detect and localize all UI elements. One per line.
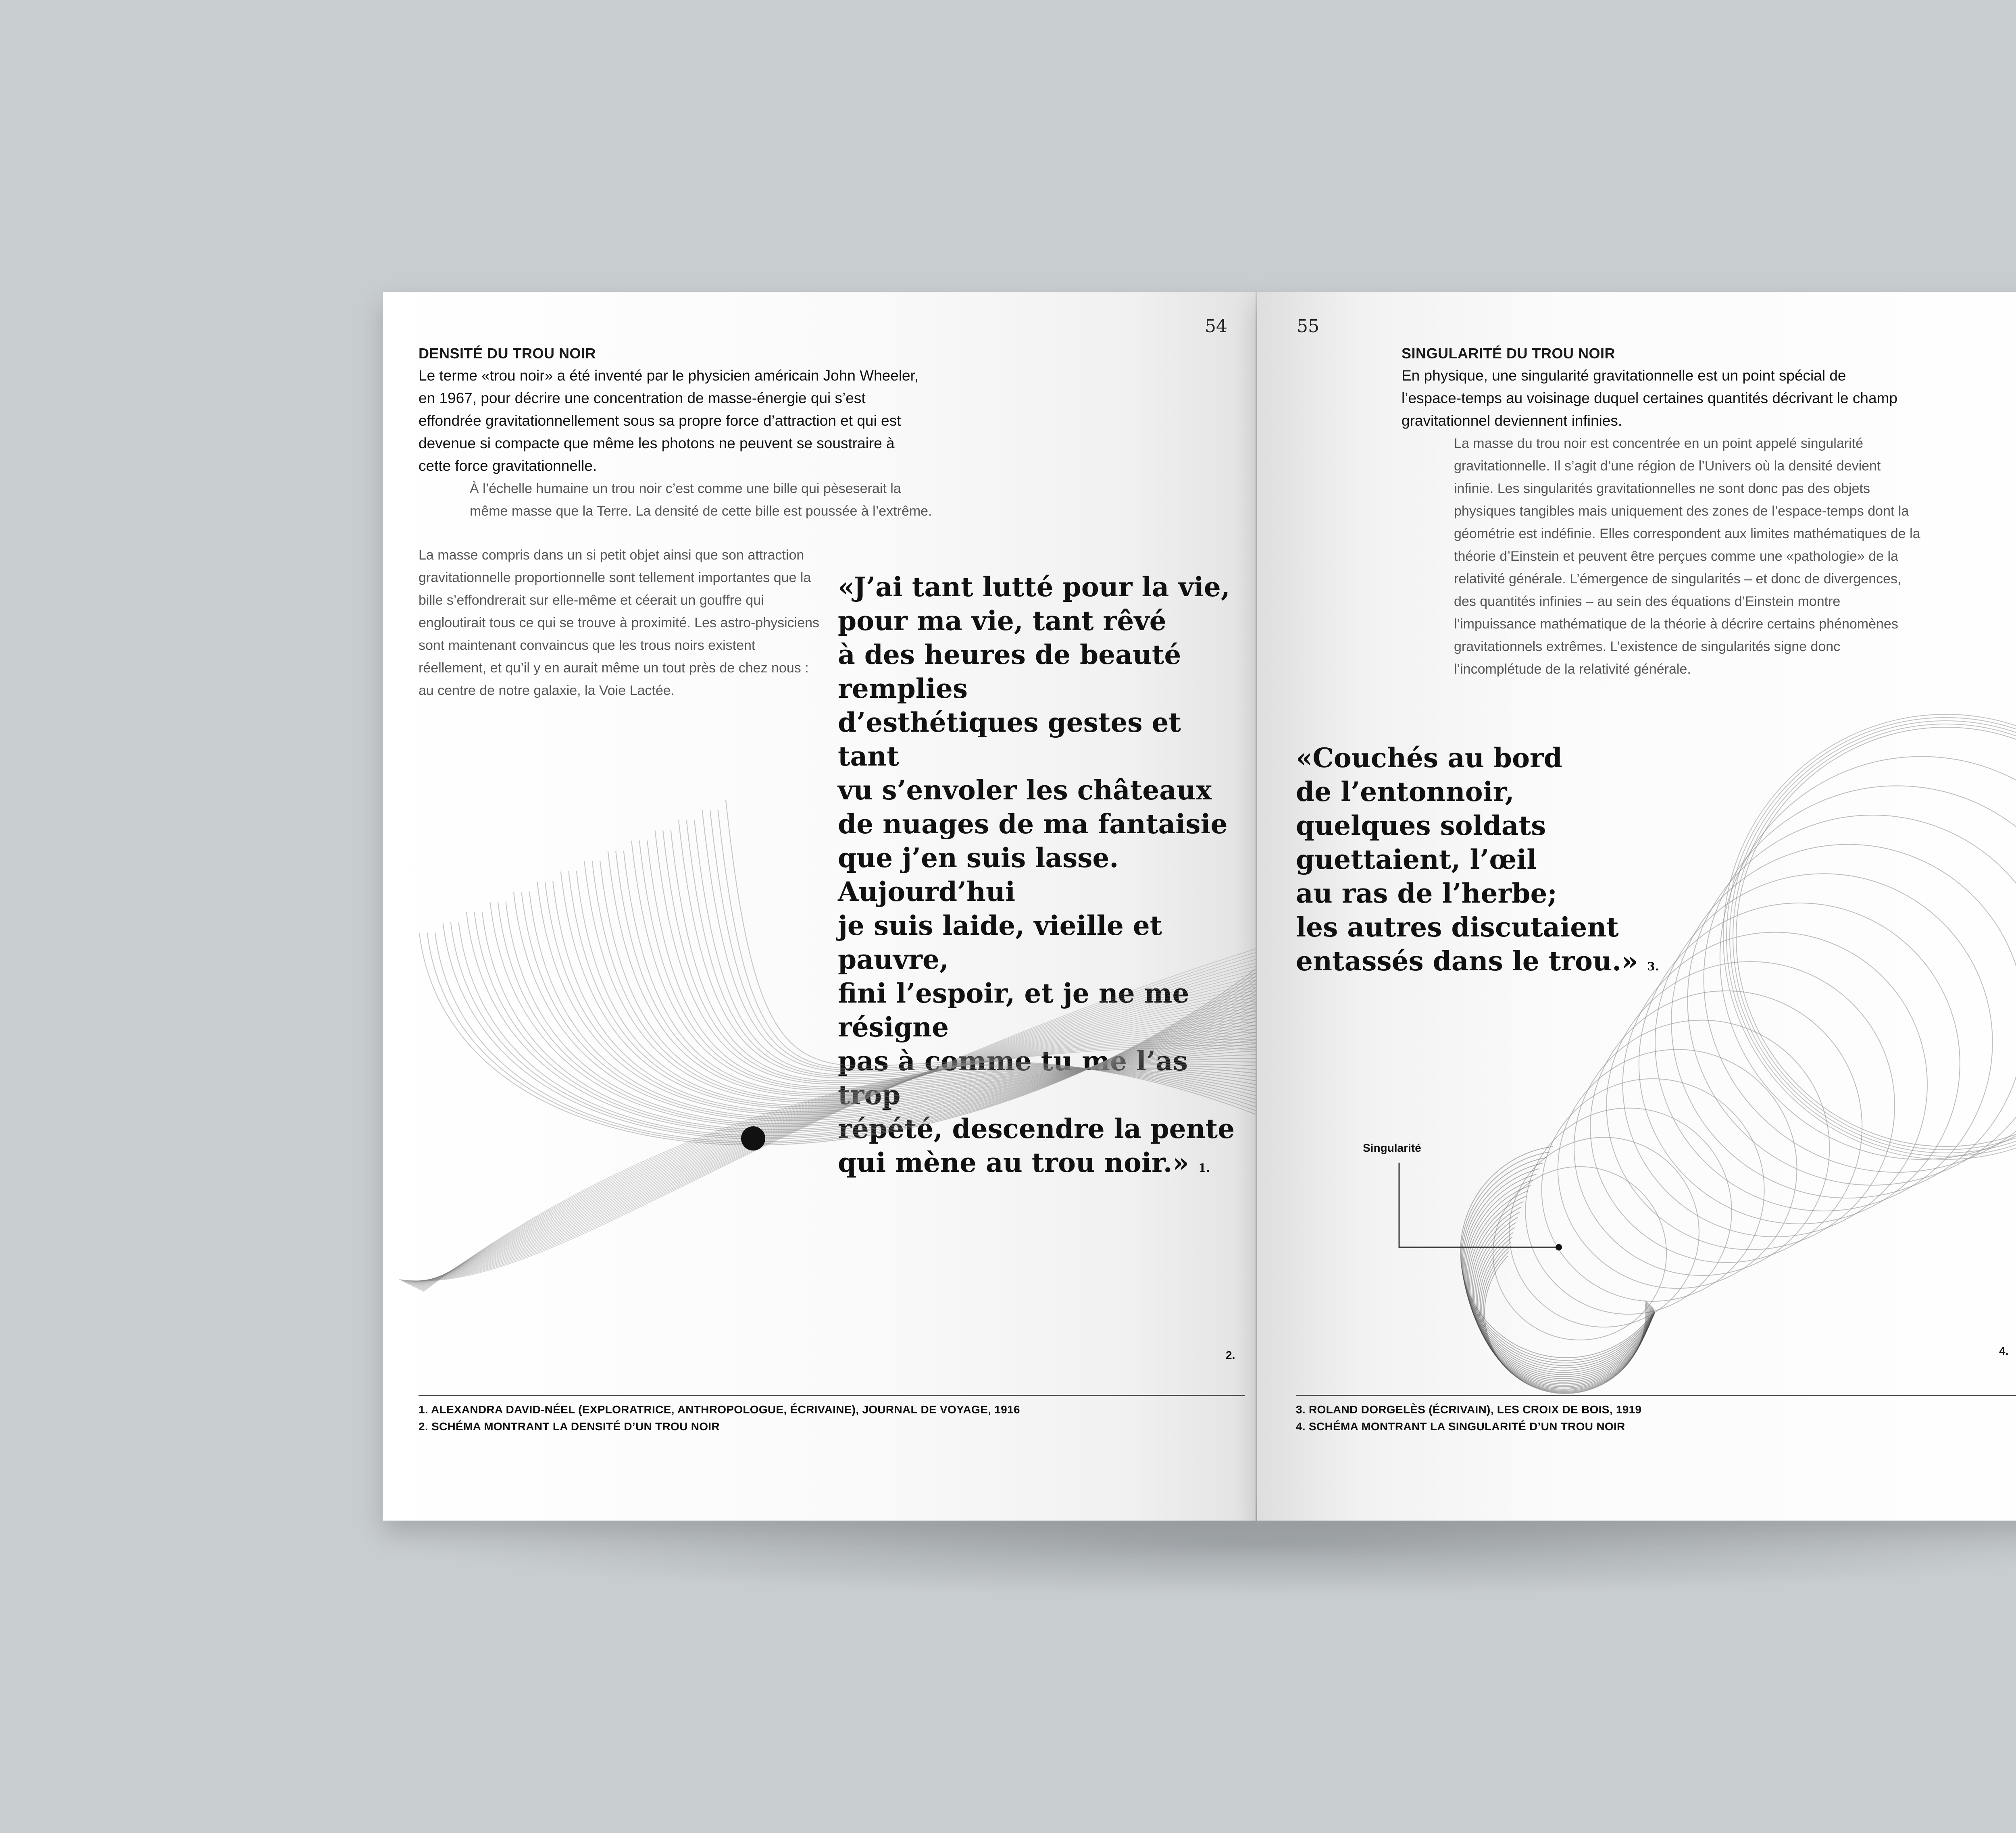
page-number-left: 54 [1205,316,1227,337]
gravity-ring [1493,1167,1666,1340]
footnote-rule-left [419,1395,1245,1396]
quote-text: «Couchés au bord de l’entonnoir, quelques soldats guettaient, l’œil au ras de l’herbe; les autres discutaient entassés dans le trou.» [1296,742,1638,977]
gravity-ring [1671,845,2016,1198]
wave-line [624,851,1256,1093]
footnote-3: 3. ROLAND DORGELÈS (ÉCRIVAIN), LES CROIX DE BOIS, 1919 [1296,1403,1642,1416]
spiral-line [1461,1152,1653,1361]
gravity-ring [1623,932,1927,1237]
wave-line [616,851,1256,1094]
singularity-point [1556,1244,1562,1250]
figure-number-4: 4. [1999,1345,2009,1357]
wave-line [435,932,1256,1142]
gravity-ring [1723,714,2016,1159]
singularity-diagram [1257,292,2016,1521]
footnote-4: 4. SCHÉMA MONTRANT LA SINGULARITÉ D’UN TROU NOIR [1296,1420,1625,1433]
right-page [1257,292,2016,1521]
gravity-ring [1733,724,2016,1150]
singularity-label: Singularité [1363,1142,1421,1154]
black-hole-marble [741,1126,765,1151]
quote-text: «J’ai tant lutté pour la vie, pour ma vie, tant rêvé à des heures de beauté remplies d’esthétiques gestes et tant vu s’envoler les châteaux de nuages de ma fantaisie que j’en suis lasse. Aujourd’hui je suis laide, vieille et pauvre, fini l’espoir, et je ne me résigne pas à comme tu me l’as trop répété, descendre la pente qui mène au trou noir.» [838,571,1235,1178]
gravity-ring [1542,1079,1764,1301]
left-page [383,292,1256,1521]
gravity-ring [1509,1137,1699,1327]
gravity-ring [1655,874,1993,1211]
lead-paragraph-singularity: En physique, une singularité gravitationnelle est un point spécial de l’espace-temps au voisinage duquel certaines quantités décrivant le champ gravitationnel deviennent infinies. [1402,367,1897,429]
footnote-rule-right [1296,1395,2016,1396]
gravity-ring [1558,1049,1797,1288]
wave-line [679,820,1256,1092]
quote-reference: 3. [1647,960,1659,973]
gravity-ring [1590,991,1862,1263]
section-heading-density: DENSITÉ DU TROU NOIR [419,345,596,362]
wave-line [631,841,1256,1090]
quote-reference: 1. [1198,1161,1210,1175]
gravity-ring [1525,1108,1731,1314]
page-number-right: 55 [1297,316,1319,337]
density-diagram [383,796,1256,1328]
spiral-line [1483,1251,1647,1393]
gravity-ring [1730,721,2016,1153]
body-paragraph-density: La masse compris dans un si petit objet ainsi que son attraction gravitationnelle proportionnelle sont tellement importantes que la bille s’effondrerait sur elle-même et céerait un gouffre qui engloutirait tous ce qui se trouve à proximité. Les astro-physiciens sont maintenant convaincus que les trous noirs existent réellement, et qu’il y en aurait même un tout près de chez nous : au centre de notre galaxie, la Voie Lactée. [419,547,820,698]
spiral-line [1462,1158,1653,1363]
footnote-1: 1. ALEXANDRA DAVID-NÉEL (EXPLORATRICE, ANTHROPOLOGUE, ÉCRIVAINE), JOURNAL DE VOYAGE, 1916 [419,1403,1020,1416]
section-heading-singularity: SINGULARITÉ DU TROU NOIR [1402,345,1615,362]
body-paragraph-singularity: La masse du trou noir est concentrée en un point appelé singularité gravitationnelle. Il s’agit d’une région de l’Univers où la densité devient infinie. Les singularités gravitationnelles ne sont donc pas des objets physiques tangibles mais uniquement des zones de l’espace-temps dont la géométrie est indéfinie. Elles correspondent aux limites mathématiques de la théorie d’Einstein et peuvent être perçues comme une «pathologie» de la relativité générale. L’émergence de singularités – et donc de divergences, des quantités infinies – au sein des équations d’Einstein montre l’impuissance mathématique de la théorie à décrire certains phénomènes gravitationnels extrêmes. L’existence de singularités signe donc l’incomplétude de la relativité générale. [1454,436,1920,677]
figure-number-2: 2. [1226,1349,1235,1361]
spiral-line [1462,1163,1654,1365]
lead-paragraph-density: Le terme «trou noir» a été inventé par le physicien américain John Wheeler, en 1967, pour décrire une concentration de masse-énergie qui s’est effondrée gravitationnellement sous sa propre force d’attraction et qui est devenue si compacte que même les photons ne peuvent se soustraire à cette force gravitationnelle. [419,367,919,474]
wave-line [422,1042,1256,1291]
wave-line [561,872,1256,1109]
gravity-ring [1574,1020,1829,1275]
indented-paragraph-density: À l’échelle humaine un trou noir c’est comme une bille qui pèseserait la même masse que la Terre. La densité de cette bille est poussée à l’extrême. [470,481,932,519]
gravity-ring [1720,757,2016,1159]
footnote-2: 2. SCHÉMA MONTRANT LA DENSITÉ D’UN TROU NOIR [419,1420,720,1433]
gravity-ring [1639,903,1960,1224]
